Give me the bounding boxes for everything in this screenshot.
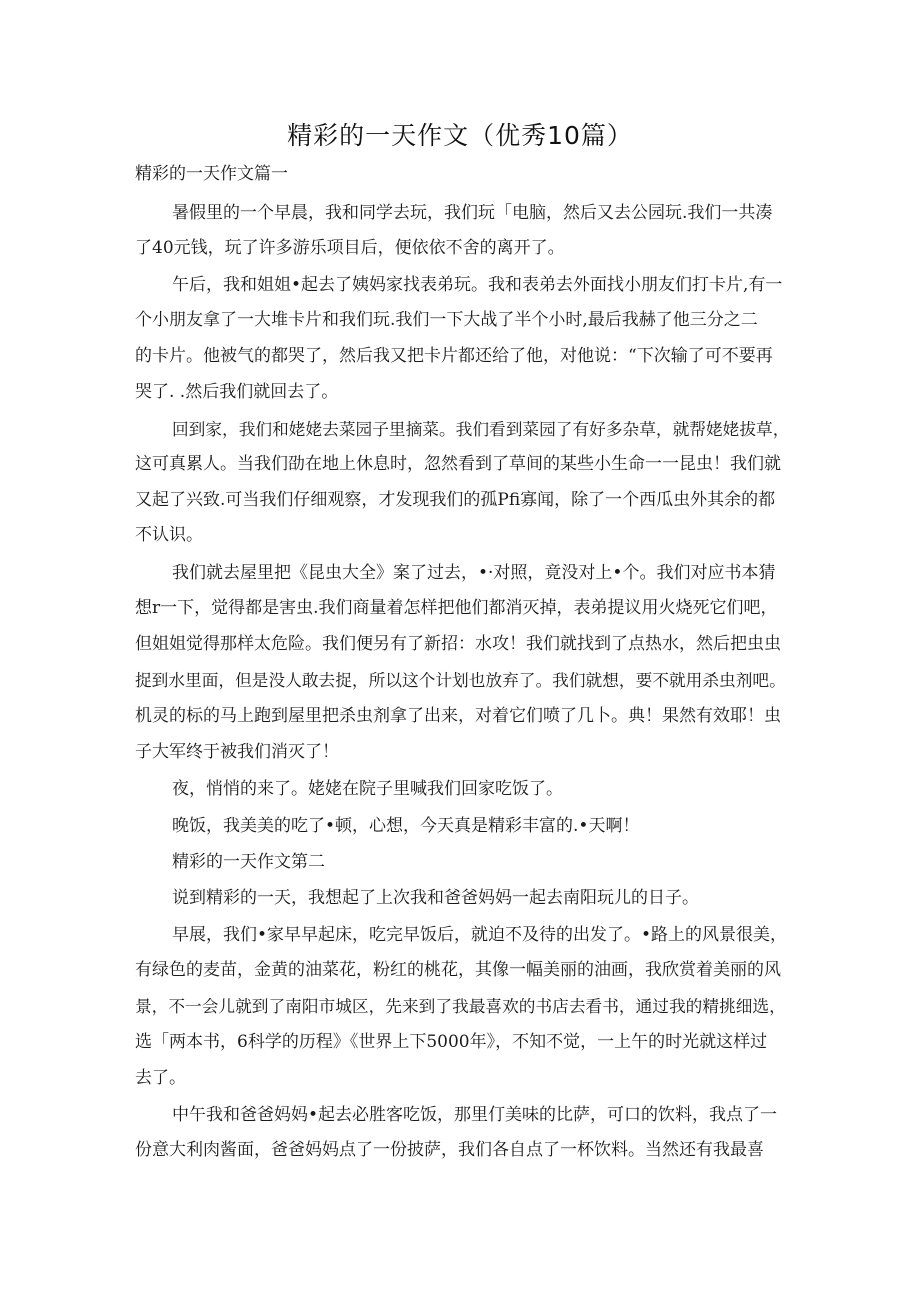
paragraph-line: 份意大利肉酱面，爸爸妈妈点了一份披萨，我们各自点了一杯饮料。当然还有我最喜 bbox=[135, 1140, 764, 1160]
paragraph-line: 晚饭，我美美的吃了•顿，心想，今天真是精彩丰富的.•天啊！ bbox=[172, 816, 640, 836]
paragraph-line: 选「两本书，6科学的历程》《世界上下5000年》，不知不觉，一上午的时光就这样过 bbox=[135, 1032, 768, 1052]
paragraph-line: 子大军终于被我们消灭了！ bbox=[135, 742, 339, 762]
paragraph-line: 去了。 bbox=[135, 1068, 186, 1088]
paragraph-line: 回到家，我们和姥姥去菜园子里摘菜。我们看到菜园了有好多杂草，就帮姥姥拔草， bbox=[172, 419, 790, 439]
paragraph-line: 但姐姐觉得那样太危险。我们便另有了新招：水攻！我们就找到了点热水，然后把虫虫 bbox=[135, 634, 781, 654]
paragraph-line: 说到精彩的一天，我想起了上次我和爸爸妈妈一起去南阳玩儿的日子。 bbox=[172, 888, 699, 908]
paragraph-line: 夜，悄悄的来了。姥姥在院子里喊我们回家吃饭了。 bbox=[172, 779, 563, 799]
paragraph-line: 有绿色的麦苗，金黄的油菜花，粉红的桃花，其像一幅美丽的油画，我欣赏着美丽的风 bbox=[135, 960, 781, 980]
paragraph-line: 我们就去屋里把《昆虫大全》案了过去，•·对照，竟没对上•个。我们对应书本猜 bbox=[172, 563, 776, 583]
document-title: 精彩的一天作文（优秀10篇） bbox=[287, 121, 633, 150]
paragraph-line: 中午我和爸爸妈妈•起去必胜客吃饭，那里仃美味的比萨，可口的饮料，我点了一 bbox=[172, 1105, 778, 1125]
paragraph-line: 又起了兴致.可当我们仔细观察，才发现我们的孤Pfi寡闻，除了一个西瓜虫外其余的都 bbox=[135, 490, 776, 510]
paragraph-line: 早展，我们•家早早起床，吃完早饭后，就迫不及待的出发了。•路上的风景很美， bbox=[172, 925, 788, 945]
paragraph-line: 机灵的标的马上跑到屋里把杀虫剂拿了出来，对着它们喷了几卜。典！果然有效耶！虫 bbox=[135, 706, 781, 726]
paragraph-line: 这可真累人。当我们劭在地上休息时，忽然看到了草间的某些小生命一一昆虫！我们就 bbox=[135, 454, 781, 474]
paragraph-line: 午后，我和姐姐•起去了姨妈家找表弟玩。我和表弟去外面找小朋友们打卡片,有一 bbox=[172, 275, 783, 295]
section-heading: 精彩的一天作文篇一 bbox=[135, 164, 288, 184]
paragraph-line: 哭了. .然后我们就回去了。 bbox=[135, 382, 339, 402]
paragraph-line: 捉到水里面，但是没人敢去捉，所以这个计划也放弃了。我们就想，要不就用杀虫剂吧。 bbox=[135, 670, 786, 690]
paragraph-line: 个小朋友拿了一大堆卡片和我们玩.我们一下大战了半个小时,最后我赫了他三分之二 bbox=[135, 310, 758, 330]
section-heading: 精彩的一天作文第二 bbox=[172, 852, 325, 872]
paragraph-line: 景，不一会儿就到了南阳市城区，先来到了我最喜欢的书店去看书，通过我的精挑细选， bbox=[135, 996, 786, 1016]
paragraph-line: 的卡片。他被气的都哭了，然后我又把卡片都还给了他，对他说：“下次输了可不要再 bbox=[135, 346, 773, 366]
paragraph-line: 不认识。 bbox=[135, 525, 203, 545]
paragraph-line: 了40元钱，玩了许多游乐项目后，便依依不舍的离开了。 bbox=[135, 238, 565, 258]
paragraph-line: 想r一下，觉得都是害虫.我们商量着怎样把他们都消灭掉，表弟提议用火烧死它们吧， bbox=[135, 598, 778, 618]
paragraph-line: 暑假里的一个早晨，我和同学去玩，我们玩「电脑，然后又去公园玩.我们一共凑 bbox=[172, 203, 773, 223]
